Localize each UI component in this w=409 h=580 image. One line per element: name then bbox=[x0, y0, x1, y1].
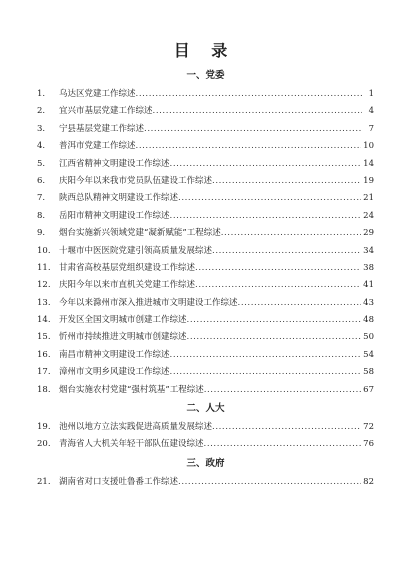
entry-number: 1. bbox=[37, 89, 46, 99]
section-heading: 三、政府 bbox=[186, 457, 225, 469]
entry-number: 21. bbox=[37, 476, 51, 487]
leader-dots bbox=[170, 208, 362, 225]
leader-dots bbox=[212, 243, 361, 260]
entry-title: 今年以来滁州市深入推进城市文明建设工作综述 bbox=[59, 297, 238, 308]
entry-number: 4. bbox=[37, 141, 46, 152]
entry-page-number: 82 bbox=[363, 476, 374, 487]
leader-dots bbox=[195, 277, 361, 294]
entry-title: 庆阳今年以来市直机关党建工作综述 bbox=[59, 280, 196, 291]
entry-title: 岳阳市精神文明建设工作综述 bbox=[59, 210, 170, 221]
toc-entry[interactable] bbox=[37, 277, 374, 294]
entry-number: 12. bbox=[37, 280, 51, 291]
entry-page-number: 4 bbox=[368, 106, 374, 117]
page-title: 目 录 bbox=[173, 41, 236, 60]
entry-page-number: 76 bbox=[363, 439, 374, 450]
entry-page-number: 7 bbox=[368, 123, 374, 134]
entry-page-number: 1 bbox=[368, 89, 374, 99]
entry-title: 青海省人大机关年轻干部队伍建设综述 bbox=[59, 439, 204, 450]
toc-entry[interactable] bbox=[37, 260, 374, 277]
entry-number: 10. bbox=[37, 245, 51, 256]
leader-dots bbox=[170, 156, 362, 173]
entry-title: 普洱市党建工作综述 bbox=[59, 141, 136, 152]
entry-page-number: 41 bbox=[363, 280, 374, 291]
leader-dots bbox=[204, 436, 362, 453]
entry-title: 陕西总队精神文明建设工作综述 bbox=[59, 193, 179, 204]
entry-page-number: 43 bbox=[363, 297, 374, 308]
entry-number: 16. bbox=[37, 349, 51, 360]
entry-page-number: 19 bbox=[363, 175, 374, 186]
toc-entry[interactable] bbox=[37, 329, 374, 346]
entry-number: 14. bbox=[37, 315, 51, 326]
entry-title: 湖南省对口支援吐鲁番工作综述 bbox=[59, 476, 179, 487]
entry-title: 甘肃省高校基层党组织建设工作综述 bbox=[59, 262, 196, 273]
section-heading: 二、人大 bbox=[186, 403, 225, 415]
entry-title: 宁县基层党建工作综述 bbox=[59, 123, 145, 134]
toc-entry[interactable] bbox=[37, 474, 374, 491]
leader-dots bbox=[170, 347, 362, 364]
toc-entry[interactable] bbox=[37, 419, 374, 436]
leader-dots bbox=[212, 419, 361, 436]
leader-dots bbox=[178, 474, 361, 491]
entry-number: 5. bbox=[37, 158, 46, 169]
entry-page-number: 72 bbox=[363, 422, 374, 433]
leader-dots bbox=[170, 364, 362, 381]
toc-entry[interactable] bbox=[37, 364, 374, 381]
entry-page-number: 24 bbox=[363, 210, 374, 221]
entry-title: 烟台实施新兴领域党建“凝新赋能”工程综述 bbox=[59, 228, 221, 239]
leader-dots bbox=[187, 329, 362, 346]
entry-page-number: 29 bbox=[363, 228, 374, 239]
entry-number: 9. bbox=[37, 228, 46, 239]
toc-entry[interactable] bbox=[37, 243, 374, 260]
entry-title: 乌达区党建工作综述 bbox=[59, 89, 136, 99]
entry-number: 6. bbox=[37, 175, 46, 186]
entry-number: 3. bbox=[37, 123, 46, 134]
entry-title: 南昌市精神文明建设工作综述 bbox=[59, 349, 170, 360]
leader-dots bbox=[238, 295, 362, 312]
entry-title: 烟台实施农村党建“强村筑基”工程综述 bbox=[59, 384, 204, 395]
toc-entry[interactable] bbox=[37, 225, 374, 242]
toc-entry[interactable] bbox=[37, 208, 374, 225]
toc-entry[interactable] bbox=[37, 173, 374, 190]
leader-dots bbox=[195, 260, 361, 277]
toc-entry[interactable] bbox=[37, 436, 374, 453]
toc-entry[interactable] bbox=[37, 295, 374, 312]
leader-dots bbox=[187, 312, 362, 329]
entry-title: 十堰市中医医院党建引领高质量发展综述 bbox=[59, 245, 213, 256]
leader-dots bbox=[153, 103, 362, 120]
entry-number: 19. bbox=[37, 422, 51, 433]
leader-dots bbox=[178, 190, 361, 207]
leader-dots bbox=[136, 86, 362, 103]
entry-page-number: 14 bbox=[363, 158, 374, 169]
entry-page-number: 21 bbox=[363, 193, 374, 204]
toc-entry[interactable] bbox=[37, 138, 374, 155]
entry-title: 庆阳今年以来我市党员队伍建设工作综述 bbox=[59, 175, 213, 186]
toc-entry[interactable] bbox=[37, 312, 374, 329]
entry-number: 20. bbox=[37, 439, 51, 450]
entry-title: 宜兴市基层党建工作综述 bbox=[59, 106, 153, 117]
entry-title: 池州以地方立法实践促进高质量发展综述 bbox=[59, 422, 213, 433]
toc-entry[interactable] bbox=[37, 121, 374, 138]
leader-dots bbox=[212, 173, 361, 190]
toc-entry[interactable] bbox=[37, 347, 374, 364]
toc-entry[interactable] bbox=[37, 382, 374, 399]
toc-entry[interactable] bbox=[37, 190, 374, 207]
entry-page-number: 67 bbox=[363, 384, 374, 395]
toc-entry[interactable] bbox=[37, 103, 374, 120]
section-heading: 一、党委 bbox=[186, 70, 225, 81]
entry-number: 15. bbox=[37, 332, 51, 343]
leader-dots bbox=[136, 138, 362, 155]
entry-page-number: 34 bbox=[363, 245, 374, 256]
toc-entry[interactable] bbox=[37, 156, 374, 173]
entry-page-number: 10 bbox=[363, 141, 374, 152]
entry-page-number: 48 bbox=[363, 315, 374, 326]
leader-dots bbox=[221, 225, 361, 242]
entry-title: 忻州市持续推进文明城市创建综述 bbox=[59, 332, 187, 343]
entry-number: 17. bbox=[37, 367, 51, 378]
leader-dots bbox=[204, 382, 361, 399]
entry-page-number: 58 bbox=[363, 367, 374, 378]
entry-title: 江西省精神文明建设工作综述 bbox=[59, 158, 170, 169]
entry-page-number: 50 bbox=[363, 332, 374, 343]
entry-number: 18. bbox=[37, 384, 51, 395]
entry-title: 开发区全国文明城市创建工作综述 bbox=[59, 315, 187, 326]
entry-number: 7. bbox=[37, 193, 46, 204]
entry-number: 8. bbox=[37, 210, 46, 221]
entry-title: 漳州市文明乡风建设工作综述 bbox=[59, 367, 170, 378]
table-of-contents bbox=[37, 66, 374, 491]
entry-page-number: 54 bbox=[363, 349, 374, 360]
leader-dots bbox=[144, 121, 362, 138]
toc-entry[interactable] bbox=[37, 86, 374, 103]
entry-number: 13. bbox=[37, 297, 51, 308]
entry-number: 2. bbox=[37, 106, 46, 117]
entry-number: 11. bbox=[37, 262, 51, 273]
entry-page-number: 38 bbox=[363, 262, 374, 273]
